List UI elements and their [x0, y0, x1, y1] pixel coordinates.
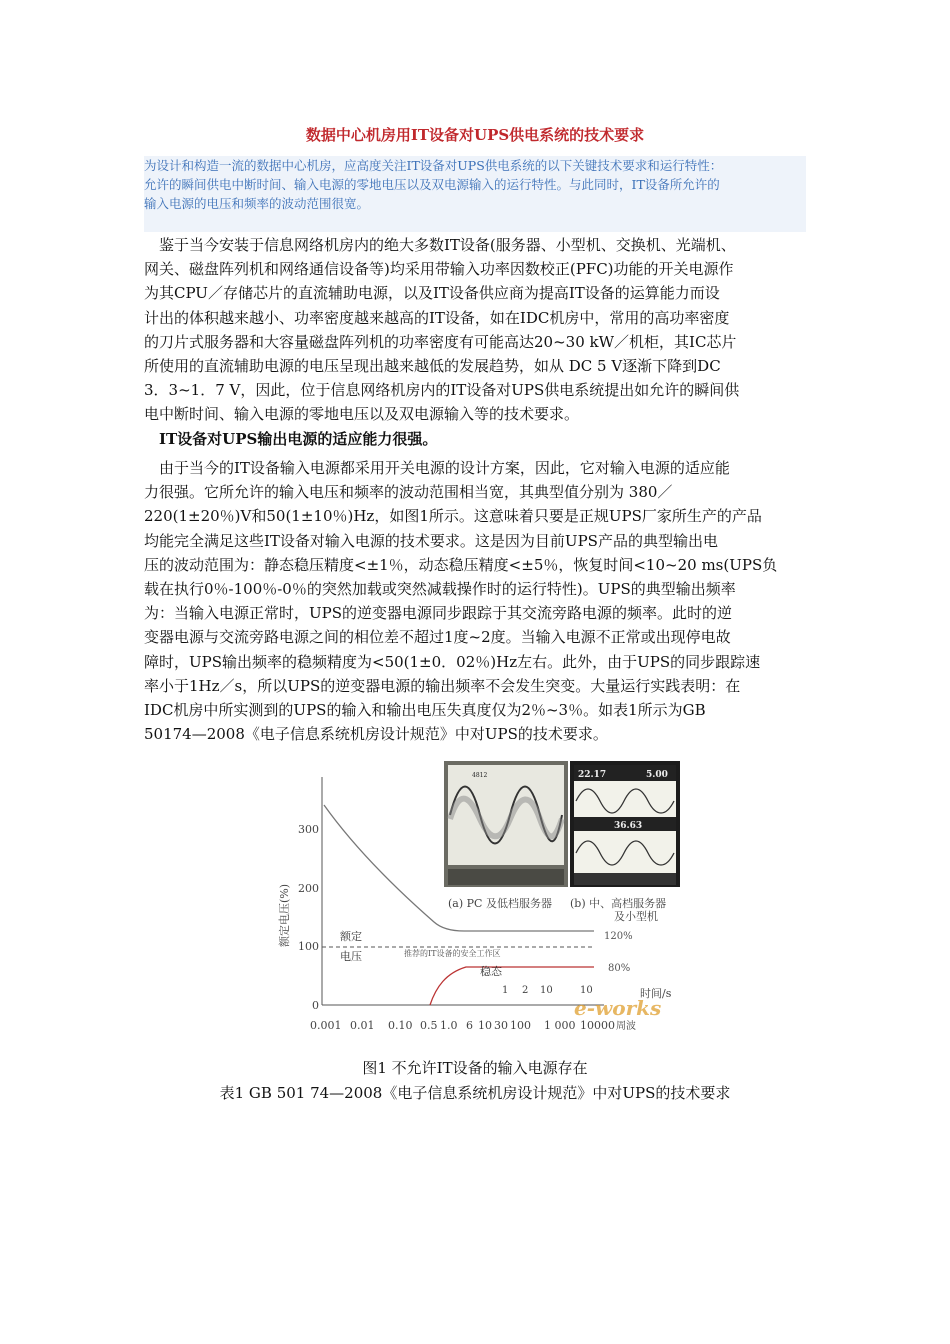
- text-line: 障时，UPS输出频率的稳频精度为<50(1±0．02％)Hz左右。此外，由于UPS的同步跟踪速: [144, 652, 761, 671]
- label-voltage: 电压: [340, 950, 362, 963]
- y-tick-label: 100: [298, 940, 319, 953]
- label-safe-zone: 推荐的IT设备的安全工作区: [404, 949, 501, 958]
- text-line: 由于当今的IT设备输入电源都采用开关电源的设计方案，因此，它对输入电源的适应能: [144, 459, 730, 477]
- x-tick-label: 100: [510, 1019, 531, 1032]
- x-tick-label: 0.001: [310, 1019, 342, 1032]
- x-tick-label: 30: [494, 1019, 508, 1032]
- text-line: IDC机房中所实测到的UPS的输入和输出电压失真度仅为2％~3％。如表1所示为GB: [144, 700, 706, 719]
- caption-b: (b) 中、高档服务器: [570, 897, 667, 910]
- cycle-tick: 10: [580, 985, 593, 996]
- text-line: 50174—2008《电子信息系统机房设计规范》中对UPS的技术要求。: [144, 725, 608, 744]
- text-line: 计出的体积越来越小、功率密度越来越高的IT设备，如在IDC机房中，常用的高功率密度: [144, 308, 730, 327]
- x-axis-label-time: 时间/s: [640, 987, 672, 1000]
- text-line: 的刀片式服务器和大容量磁盘阵列机的功率密度有可能高达20~30 kW／机柜，其IC芯片: [144, 332, 737, 351]
- watermark-logo: [574, 996, 661, 1020]
- y-tick-label: 0: [312, 999, 319, 1012]
- x-tick-label: 0.01: [350, 1019, 375, 1032]
- figure-svg: [274, 757, 682, 1035]
- abstract-line: 输入电源的电压和频率的波动范围很宽。: [144, 196, 370, 211]
- scope-label: 4812: [472, 772, 488, 779]
- text-line: 电中断时间、输入电源的零地电压以及双电源输入等的技术要求。: [144, 405, 580, 424]
- x-tick-label: 0.5: [420, 1019, 438, 1032]
- x-tick-label: 10000: [580, 1019, 615, 1032]
- label-80: 80%: [608, 963, 631, 974]
- scope-value: 22.17: [578, 770, 607, 780]
- label-120: 120%: [604, 931, 633, 942]
- text-line: 为：当输入电源正常时，UPS的逆变器电源同步跟踪于其交流旁路电源的频率。此时的逆: [144, 604, 733, 623]
- caption-a: (a) PC 及低档服务器: [448, 897, 552, 910]
- y-tick-label: 300: [298, 823, 319, 836]
- caption-b-2: 及小型机: [614, 910, 658, 923]
- label-rated: 额定: [340, 930, 362, 943]
- label-steady: 稳态: [480, 965, 502, 978]
- x-tick-label: 6: [466, 1019, 473, 1032]
- cycle-tick: 10: [540, 985, 553, 996]
- y-axis-label: 额定电压(%): [278, 883, 291, 947]
- scope-value: 5.00: [646, 770, 668, 780]
- paragraph-1: [144, 233, 808, 451]
- text-line: 变器电源与交流旁路电源之间的相位差不超过1度~2度。当输入电源不正常或出现停电故: [144, 628, 731, 647]
- y-tick-label: 200: [298, 882, 319, 895]
- text-line: 为其CPU／存储芯片的直流辅助电源，以及IT设备供应商为提高IT设备的运算能力而设: [144, 284, 720, 303]
- cycle-tick: 2: [522, 985, 529, 996]
- cycle-tick: 1: [502, 985, 509, 996]
- x-tick-label: 10: [478, 1019, 492, 1032]
- text-line: 载在执行0％-100％-0％的突然加载或突然减载操作时的运行特性)。UPS的典型输出频率: [144, 579, 736, 598]
- text-line: 压的波动范围为：静态稳压精度<±1％，动态稳压精度<±5％，恢复时间<10~20 ms(UPS负: [144, 555, 778, 574]
- section-heading: IT设备对UPS输出电源的适应能力很强。: [144, 429, 438, 448]
- scope-value: 36.63: [614, 821, 643, 831]
- text-line: 率小于1Hz／s，所以UPS的逆变器电源的输出频率不会发生突变。大量运行实践表明：在: [144, 676, 741, 695]
- paragraph-2: [144, 456, 808, 746]
- table-caption: 表1 GB 501 74—2008《电子信息系统机房设计规范》中对UPS的技术要求: [219, 1084, 731, 1102]
- figure-caption: 图1 不允许IT设备的输入电源存在: [362, 1059, 588, 1077]
- abstract-line: 为设计和构造一流的数据中心机房，应高度关注IT设备对UPS供电系统的以下关键技术要求和运行特性：: [144, 158, 723, 173]
- text-line: 力很强。它所允许的输入电压和频率的波动范围相当宽，其典型值分别为 380／: [144, 483, 673, 502]
- x-tick-label: 1 000: [544, 1019, 576, 1032]
- text-line: 3．3~1．7 V，因此，位于信息网络机房内的IT设备对UPS供电系统提出如允许的瞬间供: [144, 381, 740, 400]
- text-line: 所使用的直流辅助电源的电压呈现出越来越低的发展趋势，如从 DC 5 V逐渐下降到DC: [144, 356, 721, 375]
- abstract-line: 允许的瞬间供电中断时间、输入电源的零地电压以及双电源输入的运行特性。与此同时，IT设备所允许的: [144, 177, 720, 192]
- text-line: 鉴于当今安装于信息网络机房内的绝大多数IT设备(服务器、小型机、交换机、光端机、: [144, 236, 736, 254]
- text-line: 网关、磁盘阵列机和网络通信设备等)均采用带输入功率因数校正(PFC)功能的开关电源作: [144, 260, 734, 279]
- watermark-text: e-works: [574, 996, 662, 1020]
- text-line: 均能完全满足这些IT设备对输入电源的技术要求。这是因为目前UPS产品的典型输出电: [144, 531, 718, 550]
- text-line: 220(1±20％)V和50(1±10％)Hz，如图1所示。这意味着只要是正规UPS厂家所生产的产品: [144, 507, 762, 526]
- document-title: 数据中心机房用IT设备对UPS供电系统的技术要求: [305, 126, 645, 144]
- scope-image-b: [570, 761, 680, 887]
- x-tick-label: 1.0: [440, 1019, 458, 1032]
- x-axis-label-cycles: 周波: [616, 1021, 636, 1032]
- x-tick-label: 0.10: [388, 1019, 413, 1032]
- abstract-box: [144, 156, 806, 232]
- scope-image-a: [444, 761, 568, 887]
- figure-1: [274, 757, 682, 1035]
